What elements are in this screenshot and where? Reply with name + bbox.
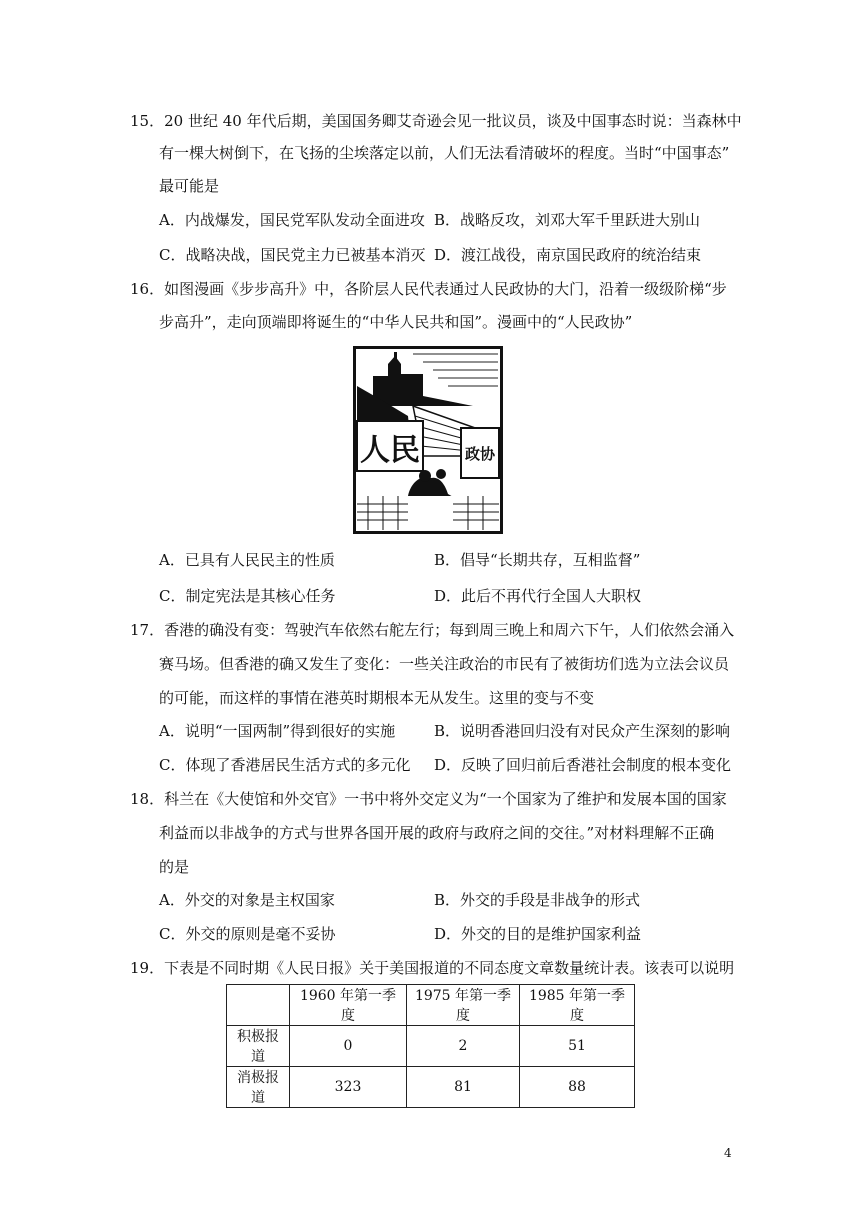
q15-option-b: B．战略反攻，刘邓大军千里跃进大别山 — [434, 211, 701, 229]
q15-line-3: 最可能是 — [159, 177, 220, 195]
q17-line-2: 赛马场。但香港的确又发生了变化：一些关注政治的市民有了被街坊们选为立法会议员 — [159, 655, 730, 673]
q16-option-a: A．已具有人民民主的性质 — [159, 551, 335, 569]
q16-line-1: 16．如图漫画《步步高升》中，各阶层人民代表通过人民政协的大门，沿着一级级阶梯“步 — [130, 280, 727, 298]
q18-line-2: 利益而以非战争的方式与世界各国开展的政府与政府之间的交往。”对材料理解不正确 — [159, 824, 715, 842]
q17-option-d: D．反映了回归前后香港社会制度的根本变化 — [434, 756, 732, 774]
table-cell: 消极报道 — [227, 1067, 290, 1108]
q18-option-a: A．外交的对象是主权国家 — [159, 891, 335, 909]
table-row — [227, 1067, 635, 1108]
statistics-table — [226, 984, 635, 1108]
table-header-cell — [227, 985, 290, 1026]
q15-line-2: 有一棵大树倒下，在飞扬的尘埃落定以前，人们无法看清破坏的程度。当时“中国事态” — [159, 144, 730, 162]
table-header-cell: 1985 年第一季度 — [520, 985, 635, 1026]
cartoon-image — [353, 346, 503, 534]
q18-line-1: 18．科兰在《大使馆和外交官》一书中将外交定义为“一个国家为了维护和发展本国的国家 — [130, 790, 727, 808]
cartoon-text-left: 人民 — [360, 433, 420, 468]
q17-line-3: 的可能，而这样的事情在港英时期根本无从发生。这里的变与不变 — [159, 689, 595, 707]
table-cell: 323 — [290, 1067, 407, 1108]
q17-option-c: C．体现了香港居民生活方式的多元化 — [159, 756, 411, 774]
table-header-row — [227, 985, 635, 1026]
table-header-cell: 1975 年第一季度 — [407, 985, 520, 1026]
q17-line-1: 17．香港的确没有变：驾驶汽车依然右舵左行；每到周三晚上和周六下午，人们依然会涌入 — [130, 621, 735, 639]
table-cell: 2 — [407, 1026, 520, 1067]
table-cell: 0 — [290, 1026, 407, 1067]
q17-option-a: A．说明“一国两制”得到很好的实施 — [159, 722, 396, 740]
q15-option-d: D．渡江战役，南京国民政府的统治结束 — [434, 246, 702, 264]
q16-option-b: B．倡导“长期共存，互相监督” — [434, 551, 641, 569]
cartoon-text-right: 政协 — [464, 445, 496, 463]
q18-option-b: B．外交的手段是非战争的形式 — [434, 891, 641, 909]
q17-option-b: B．说明香港回归没有对民众产生深刻的影响 — [434, 722, 731, 740]
table-row — [227, 1026, 635, 1067]
table-cell: 积极报道 — [227, 1026, 290, 1067]
table-cell: 81 — [407, 1067, 520, 1108]
q16-option-c: C．制定宪法是其核心任务 — [159, 587, 336, 605]
q16-option-d: D．此后不再代行全国人大职权 — [434, 587, 642, 605]
q15-line-1: 15．20 世纪 40 年代后期，美国国务卿艾奇逊会见一批议员，谈及中国事态时说：当森林中 — [130, 112, 742, 130]
q15-option-a: A．内战爆发，国民党军队发动全面进攻 — [159, 211, 425, 229]
table-cell: 88 — [520, 1067, 635, 1108]
q19-line-1: 19．下表是不同时期《人民日报》关于美国报道的不同态度文章数量统计表。该表可以说明 — [130, 959, 735, 977]
q18-option-c: C．外交的原则是毫不妥协 — [159, 925, 336, 943]
q16-line-2: 步高升”，走向顶端即将诞生的“中华人民共和国”。漫画中的“人民政协” — [159, 313, 633, 331]
page-number: 4 — [724, 1146, 732, 1160]
q15-option-c: C．战略决战，国民党主力已被基本消灭 — [159, 246, 426, 264]
table-header-cell: 1960 年第一季度 — [290, 985, 407, 1026]
q18-option-d: D．外交的目的是维护国家利益 — [434, 925, 642, 943]
table-cell: 51 — [520, 1026, 635, 1067]
q18-line-3: 的是 — [159, 858, 190, 876]
